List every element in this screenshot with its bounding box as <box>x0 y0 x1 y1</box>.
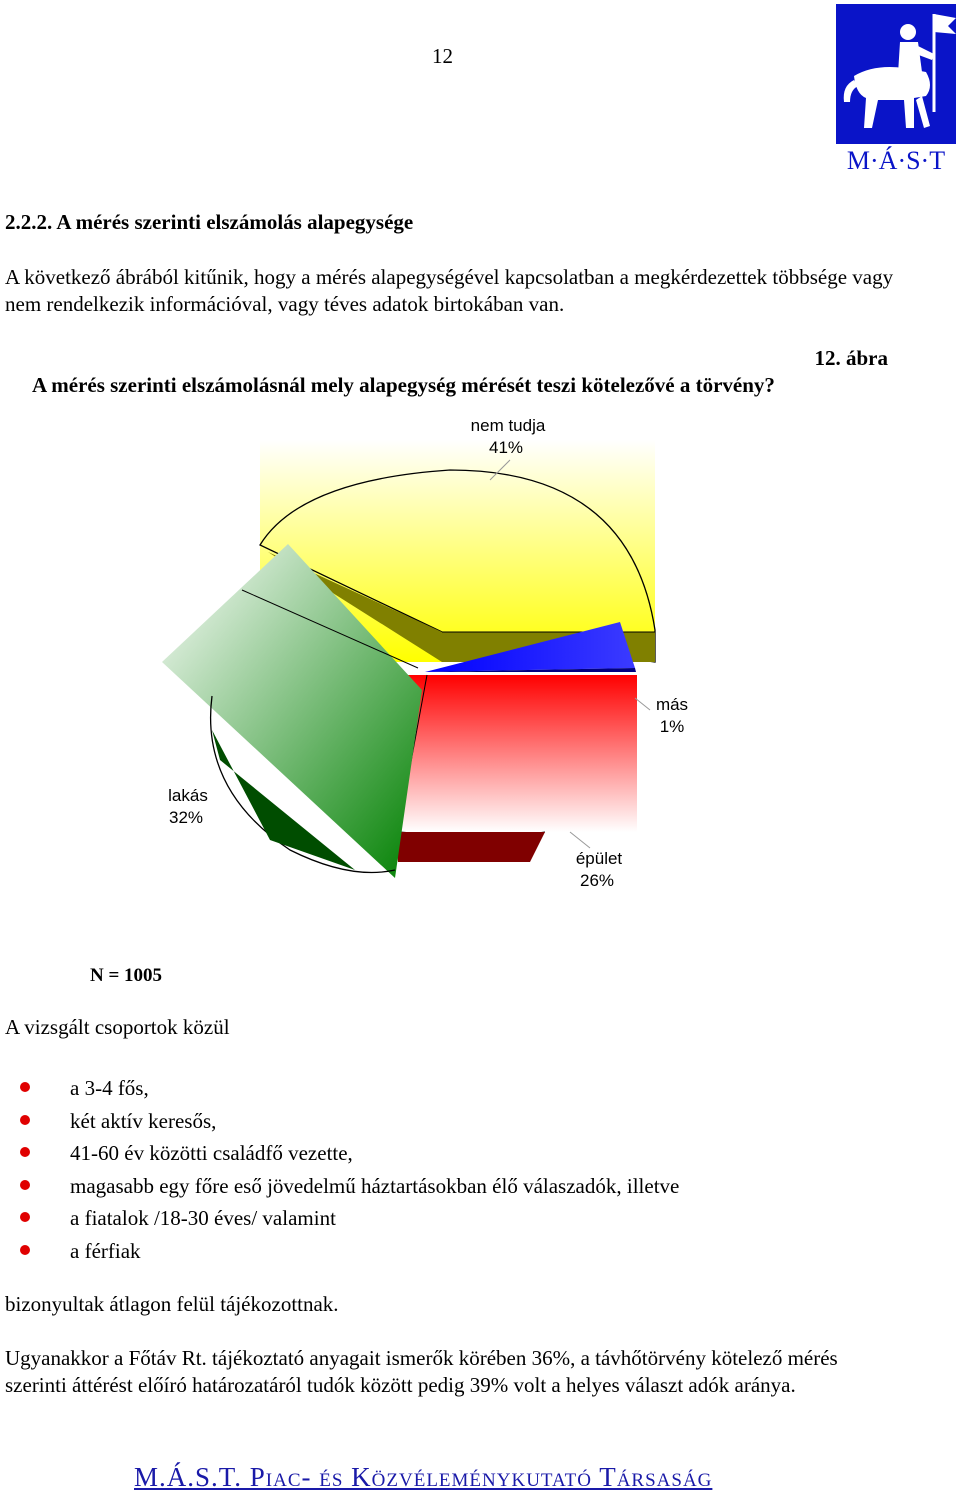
label-lakas-name: lakás <box>168 786 208 805</box>
sample-size: N = 1005 <box>90 965 163 986</box>
label-lakas-value: 32% <box>168 808 204 827</box>
list-item: a férfiak <box>20 1236 679 1269</box>
label-epulet-name: épület <box>575 849 623 868</box>
label-epulet-value: 26% <box>579 871 615 890</box>
group-list <box>20 1073 679 1268</box>
pie-chart <box>150 400 689 900</box>
list-item: a fiatalok /18-30 éves/ valamint <box>20 1203 679 1236</box>
groups-intro: A vizsgált csoportok közül <box>5 1015 230 1039</box>
figure-title: A mérés szerinti elszámolásnál mely alapegység mérését teszi kötelezővé a törvény? <box>32 373 775 397</box>
label-mas-value: 1% <box>659 717 685 736</box>
label-nem-tudja-value: 41% <box>488 438 524 457</box>
section-heading: 2.2.2. A mérés szerinti elszámolás alapegysége <box>5 210 414 234</box>
list-item: a 3-4 fős, <box>20 1073 679 1106</box>
bullet-dot-icon <box>20 1147 30 1157</box>
footer-company-name: M.Á.S.T. Piac- és Közvéleménykutató Társaság <box>134 1462 713 1492</box>
list-item: két aktív keresős, <box>20 1106 679 1139</box>
list-item: magasabb egy főre eső jövedelmű háztartásokban élő válaszadók, illetve <box>20 1171 679 1204</box>
bullet-dot-icon <box>20 1245 30 1255</box>
logo-text: M·Á·S·T <box>846 146 946 175</box>
bullet-dot-icon <box>20 1115 30 1125</box>
bullet-dot-icon <box>20 1180 30 1190</box>
bullet-dot-icon <box>20 1212 30 1222</box>
page-number: 12 <box>432 44 453 68</box>
label-mas-name: más <box>655 695 689 714</box>
bullet-dot-icon <box>20 1082 30 1092</box>
slice-epulet <box>393 675 637 862</box>
list-item: 41-60 év közötti családfő vezette, <box>20 1138 679 1171</box>
intro-paragraph: A következő ábrából kitűnik, hogy a mérés alapegységével kapcsolatban a megkérdezettek többsége vagy nem rendelkezik információval, vagy téves adatok birtokában van. <box>5 265 894 316</box>
label-nem-tudja-name: nem tudja <box>470 416 546 435</box>
mast-logo <box>834 2 958 178</box>
closing-paragraph: Ugyanakkor a Főtáv Rt. tájékoztató anyagait ismerők körében 36%, a távhőtörvény kötelező mérés szerinti áttérést előíró határozatáról tudók között pedig 39% volt a helyes választ adók aránya. <box>5 1346 838 1397</box>
centaur-icon <box>834 2 958 178</box>
figure-number: 12. ábra <box>814 346 888 370</box>
conclusion: bizonyultak átlagon felül tájékozottnak. <box>5 1292 339 1316</box>
